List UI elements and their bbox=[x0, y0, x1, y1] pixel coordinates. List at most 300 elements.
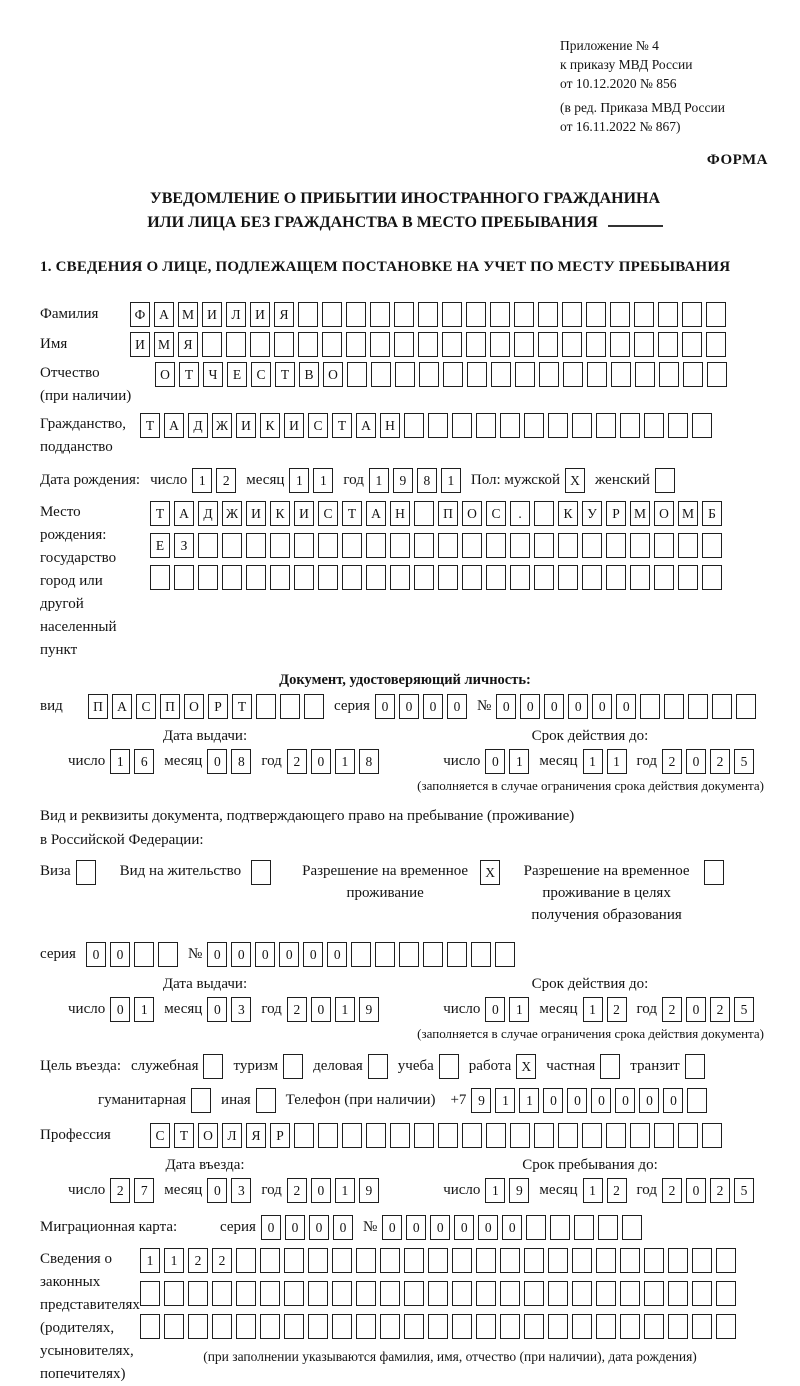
char-cell[interactable]: 9 bbox=[359, 997, 379, 1022]
char-cell[interactable]: 0 bbox=[207, 749, 227, 774]
char-cell[interactable]: Ч bbox=[203, 362, 223, 387]
char-cell[interactable] bbox=[640, 694, 660, 719]
char-cell[interactable]: 0 bbox=[309, 1215, 329, 1240]
char-cell[interactable] bbox=[414, 501, 434, 526]
char-cell[interactable] bbox=[428, 1281, 448, 1306]
char-cell[interactable] bbox=[322, 302, 342, 327]
char-cell[interactable]: С bbox=[136, 694, 156, 719]
char-cell[interactable]: А bbox=[174, 501, 194, 526]
char-cell[interactable] bbox=[644, 413, 664, 438]
char-cell[interactable] bbox=[322, 332, 342, 357]
char-cell[interactable]: 2 bbox=[710, 749, 730, 774]
char-cell[interactable] bbox=[668, 1281, 688, 1306]
char-cell[interactable]: А bbox=[366, 501, 386, 526]
char-cell[interactable] bbox=[462, 565, 482, 590]
char-cell[interactable] bbox=[598, 1215, 618, 1240]
char-cell[interactable] bbox=[702, 533, 722, 558]
char-cell[interactable]: Я bbox=[246, 1123, 266, 1148]
char-cell[interactable] bbox=[404, 1281, 424, 1306]
surname-cells[interactable] bbox=[130, 302, 726, 327]
char-cell[interactable]: 0 bbox=[382, 1215, 402, 1240]
issue-month-cells[interactable] bbox=[207, 749, 251, 774]
char-cell[interactable] bbox=[404, 1314, 424, 1339]
char-cell[interactable]: 0 bbox=[520, 694, 540, 719]
char-cell[interactable]: 0 bbox=[110, 997, 130, 1022]
char-cell[interactable]: О bbox=[654, 501, 674, 526]
char-cell[interactable]: Д bbox=[188, 413, 208, 438]
char-cell[interactable]: 1 bbox=[509, 749, 529, 774]
char-cell[interactable] bbox=[630, 533, 650, 558]
char-cell[interactable] bbox=[174, 565, 194, 590]
char-cell[interactable] bbox=[198, 533, 218, 558]
char-cell[interactable] bbox=[510, 1123, 530, 1148]
char-cell[interactable]: 0 bbox=[399, 694, 419, 719]
char-cell[interactable]: 3 bbox=[231, 1178, 251, 1203]
char-cell[interactable]: 2 bbox=[287, 749, 307, 774]
purpose-other-checkbox[interactable] bbox=[256, 1088, 276, 1113]
char-cell[interactable] bbox=[304, 694, 324, 719]
birthdate-month-cells[interactable] bbox=[289, 468, 333, 493]
char-cell[interactable]: 2 bbox=[212, 1248, 232, 1273]
char-cell[interactable] bbox=[515, 362, 535, 387]
char-cell[interactable] bbox=[486, 565, 506, 590]
char-cell[interactable] bbox=[226, 332, 246, 357]
char-cell[interactable]: 1 bbox=[335, 997, 355, 1022]
char-cell[interactable] bbox=[246, 565, 266, 590]
char-cell[interactable] bbox=[414, 533, 434, 558]
char-cell[interactable] bbox=[390, 565, 410, 590]
char-cell[interactable]: 2 bbox=[216, 468, 236, 493]
char-cell[interactable]: 0 bbox=[430, 1215, 450, 1240]
char-cell[interactable] bbox=[500, 413, 520, 438]
char-cell[interactable]: Т bbox=[232, 694, 252, 719]
char-cell[interactable] bbox=[236, 1281, 256, 1306]
char-cell[interactable] bbox=[572, 413, 592, 438]
char-cell[interactable] bbox=[490, 332, 510, 357]
char-cell[interactable] bbox=[514, 302, 534, 327]
char-cell[interactable]: 2 bbox=[710, 997, 730, 1022]
char-cell[interactable] bbox=[572, 1248, 592, 1273]
char-cell[interactable] bbox=[414, 1123, 434, 1148]
char-cell[interactable]: М bbox=[154, 332, 174, 357]
char-cell[interactable] bbox=[308, 1281, 328, 1306]
char-cell[interactable] bbox=[164, 1281, 184, 1306]
residence-permit-checkbox[interactable] bbox=[251, 860, 271, 885]
char-cell[interactable]: 5 bbox=[734, 749, 754, 774]
char-cell[interactable]: 0 bbox=[496, 694, 516, 719]
char-cell[interactable] bbox=[606, 565, 626, 590]
char-cell[interactable]: 1 bbox=[369, 468, 389, 493]
char-cell[interactable]: 1 bbox=[441, 468, 461, 493]
stay-month-cells[interactable] bbox=[583, 1178, 627, 1203]
char-cell[interactable] bbox=[284, 1281, 304, 1306]
char-cell[interactable] bbox=[586, 332, 606, 357]
char-cell[interactable]: 0 bbox=[485, 749, 505, 774]
char-cell[interactable]: 0 bbox=[616, 694, 636, 719]
birthdate-year-cells[interactable] bbox=[369, 468, 461, 493]
char-cell[interactable] bbox=[702, 1123, 722, 1148]
stay-day-cells[interactable] bbox=[485, 1178, 529, 1203]
char-cell[interactable] bbox=[332, 1314, 352, 1339]
char-cell[interactable] bbox=[654, 1123, 674, 1148]
char-cell[interactable]: 0 bbox=[454, 1215, 474, 1240]
char-cell[interactable] bbox=[342, 1123, 362, 1148]
char-cell[interactable]: 0 bbox=[567, 1088, 587, 1113]
char-cell[interactable]: 0 bbox=[311, 997, 331, 1022]
char-cell[interactable]: 0 bbox=[311, 1178, 331, 1203]
char-cell[interactable] bbox=[548, 1314, 568, 1339]
char-cell[interactable]: 1 bbox=[509, 997, 529, 1022]
char-cell[interactable] bbox=[510, 565, 530, 590]
char-cell[interactable] bbox=[418, 332, 438, 357]
char-cell[interactable] bbox=[442, 332, 462, 357]
char-cell[interactable] bbox=[394, 302, 414, 327]
char-cell[interactable]: 1 bbox=[335, 1178, 355, 1203]
char-cell[interactable] bbox=[654, 533, 674, 558]
char-cell[interactable] bbox=[658, 332, 678, 357]
char-cell[interactable] bbox=[476, 1281, 496, 1306]
char-cell[interactable] bbox=[260, 1248, 280, 1273]
migration-number-cells[interactable] bbox=[382, 1215, 642, 1240]
char-cell[interactable] bbox=[538, 332, 558, 357]
issue-year-cells[interactable] bbox=[287, 749, 379, 774]
temp-residence-edu-checkbox[interactable] bbox=[704, 860, 724, 885]
char-cell[interactable] bbox=[404, 1248, 424, 1273]
char-cell[interactable] bbox=[366, 533, 386, 558]
char-cell[interactable]: 3 bbox=[231, 997, 251, 1022]
char-cell[interactable]: О bbox=[323, 362, 343, 387]
residence-number-cells[interactable] bbox=[207, 942, 515, 967]
stay-year-cells[interactable] bbox=[662, 1178, 754, 1203]
char-cell[interactable] bbox=[447, 942, 467, 967]
char-cell[interactable] bbox=[356, 1281, 376, 1306]
char-cell[interactable]: И bbox=[130, 332, 150, 357]
char-cell[interactable]: Д bbox=[198, 501, 218, 526]
char-cell[interactable]: 0 bbox=[615, 1088, 635, 1113]
char-cell[interactable] bbox=[370, 332, 390, 357]
char-cell[interactable] bbox=[587, 362, 607, 387]
char-cell[interactable]: Р bbox=[270, 1123, 290, 1148]
char-cell[interactable]: Я bbox=[274, 302, 294, 327]
char-cell[interactable]: У bbox=[582, 501, 602, 526]
char-cell[interactable] bbox=[140, 1281, 160, 1306]
char-cell[interactable] bbox=[428, 1248, 448, 1273]
char-cell[interactable]: 0 bbox=[327, 942, 347, 967]
purpose-humanitarian-checkbox[interactable] bbox=[191, 1088, 211, 1113]
char-cell[interactable] bbox=[692, 413, 712, 438]
char-cell[interactable] bbox=[563, 362, 583, 387]
char-cell[interactable] bbox=[558, 565, 578, 590]
temp-residence-checkbox[interactable]: X bbox=[480, 860, 500, 885]
char-cell[interactable]: 0 bbox=[333, 1215, 353, 1240]
char-cell[interactable]: А bbox=[164, 413, 184, 438]
char-cell[interactable]: 0 bbox=[447, 694, 467, 719]
char-cell[interactable] bbox=[366, 565, 386, 590]
char-cell[interactable] bbox=[332, 1281, 352, 1306]
char-cell[interactable] bbox=[558, 1123, 578, 1148]
char-cell[interactable]: Ж bbox=[212, 413, 232, 438]
expiry-month-cells[interactable] bbox=[583, 997, 627, 1022]
char-cell[interactable]: 1 bbox=[289, 468, 309, 493]
char-cell[interactable] bbox=[630, 565, 650, 590]
char-cell[interactable]: 1 bbox=[313, 468, 333, 493]
phone-cells[interactable] bbox=[471, 1088, 707, 1113]
char-cell[interactable] bbox=[500, 1248, 520, 1273]
purpose-study-checkbox[interactable] bbox=[439, 1054, 459, 1079]
char-cell[interactable]: 2 bbox=[110, 1178, 130, 1203]
char-cell[interactable]: Л bbox=[222, 1123, 242, 1148]
char-cell[interactable] bbox=[668, 1314, 688, 1339]
char-cell[interactable]: Т bbox=[342, 501, 362, 526]
char-cell[interactable]: 0 bbox=[375, 694, 395, 719]
char-cell[interactable] bbox=[572, 1281, 592, 1306]
char-cell[interactable] bbox=[140, 1314, 160, 1339]
char-cell[interactable] bbox=[716, 1281, 736, 1306]
char-cell[interactable]: 0 bbox=[686, 997, 706, 1022]
char-cell[interactable] bbox=[452, 1314, 472, 1339]
char-cell[interactable] bbox=[534, 533, 554, 558]
char-cell[interactable] bbox=[736, 694, 756, 719]
char-cell[interactable] bbox=[548, 1281, 568, 1306]
char-cell[interactable]: К bbox=[558, 501, 578, 526]
char-cell[interactable]: 0 bbox=[686, 749, 706, 774]
char-cell[interactable]: 0 bbox=[592, 694, 612, 719]
char-cell[interactable] bbox=[471, 942, 491, 967]
char-cell[interactable] bbox=[134, 942, 154, 967]
char-cell[interactable] bbox=[332, 1248, 352, 1273]
char-cell[interactable] bbox=[375, 942, 395, 967]
char-cell[interactable] bbox=[664, 694, 684, 719]
birthdate-day-cells[interactable] bbox=[192, 468, 236, 493]
char-cell[interactable] bbox=[419, 362, 439, 387]
char-cell[interactable] bbox=[582, 565, 602, 590]
char-cell[interactable]: 1 bbox=[192, 468, 212, 493]
char-cell[interactable]: С bbox=[150, 1123, 170, 1148]
profession-cells[interactable] bbox=[150, 1123, 722, 1148]
char-cell[interactable]: Р bbox=[208, 694, 228, 719]
char-cell[interactable]: 1 bbox=[583, 1178, 603, 1203]
char-cell[interactable] bbox=[682, 332, 702, 357]
char-cell[interactable]: 0 bbox=[207, 997, 227, 1022]
char-cell[interactable] bbox=[452, 413, 472, 438]
migration-series-cells[interactable] bbox=[261, 1215, 353, 1240]
char-cell[interactable]: О bbox=[184, 694, 204, 719]
char-cell[interactable]: 2 bbox=[287, 1178, 307, 1203]
char-cell[interactable] bbox=[558, 533, 578, 558]
char-cell[interactable] bbox=[550, 1215, 570, 1240]
char-cell[interactable]: 5 bbox=[734, 997, 754, 1022]
char-cell[interactable]: П bbox=[438, 501, 458, 526]
char-cell[interactable]: 1 bbox=[607, 749, 627, 774]
char-cell[interactable] bbox=[294, 533, 314, 558]
char-cell[interactable] bbox=[438, 1123, 458, 1148]
char-cell[interactable] bbox=[526, 1215, 546, 1240]
doc-kind-cells[interactable] bbox=[88, 694, 324, 719]
char-cell[interactable] bbox=[294, 1123, 314, 1148]
purpose-private-checkbox[interactable] bbox=[600, 1054, 620, 1079]
purpose-work-checkbox[interactable]: X bbox=[516, 1054, 536, 1079]
char-cell[interactable]: 0 bbox=[663, 1088, 683, 1113]
char-cell[interactable] bbox=[534, 565, 554, 590]
char-cell[interactable] bbox=[692, 1281, 712, 1306]
char-cell[interactable] bbox=[634, 302, 654, 327]
char-cell[interactable]: Б bbox=[702, 501, 722, 526]
char-cell[interactable] bbox=[572, 1314, 592, 1339]
char-cell[interactable]: Н bbox=[380, 413, 400, 438]
char-cell[interactable]: 0 bbox=[568, 694, 588, 719]
char-cell[interactable]: Т bbox=[275, 362, 295, 387]
char-cell[interactable]: 0 bbox=[478, 1215, 498, 1240]
char-cell[interactable] bbox=[318, 533, 338, 558]
char-cell[interactable] bbox=[538, 302, 558, 327]
char-cell[interactable]: 1 bbox=[110, 749, 130, 774]
issue-year-cells[interactable] bbox=[287, 997, 379, 1022]
char-cell[interactable]: Л bbox=[226, 302, 246, 327]
char-cell[interactable] bbox=[688, 694, 708, 719]
char-cell[interactable] bbox=[491, 362, 511, 387]
char-cell[interactable] bbox=[347, 362, 367, 387]
char-cell[interactable] bbox=[351, 942, 371, 967]
char-cell[interactable]: 8 bbox=[231, 749, 251, 774]
char-cell[interactable] bbox=[270, 565, 290, 590]
char-cell[interactable] bbox=[318, 1123, 338, 1148]
char-cell[interactable] bbox=[582, 1123, 602, 1148]
char-cell[interactable]: 9 bbox=[393, 468, 413, 493]
char-cell[interactable] bbox=[622, 1215, 642, 1240]
char-cell[interactable] bbox=[356, 1248, 376, 1273]
char-cell[interactable] bbox=[318, 565, 338, 590]
char-cell[interactable] bbox=[596, 1281, 616, 1306]
char-cell[interactable]: О bbox=[198, 1123, 218, 1148]
char-cell[interactable] bbox=[164, 1314, 184, 1339]
char-cell[interactable]: О bbox=[155, 362, 175, 387]
char-cell[interactable] bbox=[524, 1281, 544, 1306]
char-cell[interactable]: 7 bbox=[134, 1178, 154, 1203]
char-cell[interactable]: А bbox=[356, 413, 376, 438]
char-cell[interactable]: Т bbox=[179, 362, 199, 387]
char-cell[interactable] bbox=[467, 362, 487, 387]
char-cell[interactable] bbox=[712, 694, 732, 719]
char-cell[interactable] bbox=[630, 1123, 650, 1148]
char-cell[interactable]: Ж bbox=[222, 501, 242, 526]
residence-series-cells[interactable] bbox=[86, 942, 178, 967]
char-cell[interactable]: О bbox=[462, 501, 482, 526]
char-cell[interactable] bbox=[620, 1248, 640, 1273]
char-cell[interactable] bbox=[524, 1248, 544, 1273]
char-cell[interactable] bbox=[222, 533, 242, 558]
representatives-row2-cells[interactable] bbox=[140, 1281, 760, 1306]
char-cell[interactable] bbox=[428, 413, 448, 438]
char-cell[interactable]: Т bbox=[174, 1123, 194, 1148]
char-cell[interactable] bbox=[635, 362, 655, 387]
char-cell[interactable]: Р bbox=[606, 501, 626, 526]
char-cell[interactable]: В bbox=[299, 362, 319, 387]
char-cell[interactable]: 1 bbox=[583, 997, 603, 1022]
issue-day-cells[interactable] bbox=[110, 997, 154, 1022]
char-cell[interactable]: П bbox=[88, 694, 108, 719]
char-cell[interactable] bbox=[476, 413, 496, 438]
char-cell[interactable] bbox=[486, 533, 506, 558]
char-cell[interactable] bbox=[687, 1088, 707, 1113]
char-cell[interactable]: С bbox=[318, 501, 338, 526]
char-cell[interactable] bbox=[158, 942, 178, 967]
purpose-transit-checkbox[interactable] bbox=[685, 1054, 705, 1079]
expiry-year-cells[interactable] bbox=[662, 997, 754, 1022]
char-cell[interactable] bbox=[495, 942, 515, 967]
char-cell[interactable]: 0 bbox=[639, 1088, 659, 1113]
char-cell[interactable] bbox=[395, 362, 415, 387]
char-cell[interactable]: Н bbox=[390, 501, 410, 526]
char-cell[interactable] bbox=[634, 332, 654, 357]
char-cell[interactable]: Т bbox=[150, 501, 170, 526]
char-cell[interactable] bbox=[366, 1123, 386, 1148]
char-cell[interactable] bbox=[692, 1314, 712, 1339]
char-cell[interactable]: М bbox=[678, 501, 698, 526]
char-cell[interactable] bbox=[702, 565, 722, 590]
char-cell[interactable] bbox=[490, 302, 510, 327]
char-cell[interactable] bbox=[260, 1314, 280, 1339]
char-cell[interactable] bbox=[534, 501, 554, 526]
char-cell[interactable] bbox=[500, 1281, 520, 1306]
char-cell[interactable]: 0 bbox=[406, 1215, 426, 1240]
doc-series-cells[interactable] bbox=[375, 694, 467, 719]
char-cell[interactable]: 2 bbox=[607, 997, 627, 1022]
char-cell[interactable] bbox=[514, 332, 534, 357]
char-cell[interactable]: 0 bbox=[231, 942, 251, 967]
char-cell[interactable] bbox=[404, 413, 424, 438]
char-cell[interactable]: С bbox=[486, 501, 506, 526]
char-cell[interactable]: И bbox=[236, 413, 256, 438]
char-cell[interactable]: 9 bbox=[471, 1088, 491, 1113]
char-cell[interactable] bbox=[548, 1248, 568, 1273]
char-cell[interactable] bbox=[298, 302, 318, 327]
char-cell[interactable] bbox=[438, 533, 458, 558]
char-cell[interactable] bbox=[466, 302, 486, 327]
char-cell[interactable]: 8 bbox=[417, 468, 437, 493]
char-cell[interactable]: 0 bbox=[255, 942, 275, 967]
entry-month-cells[interactable] bbox=[207, 1178, 251, 1203]
char-cell[interactable] bbox=[399, 942, 419, 967]
char-cell[interactable] bbox=[606, 1123, 626, 1148]
birthplace-row1-cells[interactable] bbox=[150, 501, 722, 526]
char-cell[interactable]: 6 bbox=[134, 749, 154, 774]
char-cell[interactable] bbox=[596, 1248, 616, 1273]
char-cell[interactable] bbox=[678, 533, 698, 558]
char-cell[interactable]: 0 bbox=[261, 1215, 281, 1240]
char-cell[interactable] bbox=[284, 1314, 304, 1339]
char-cell[interactable] bbox=[260, 1281, 280, 1306]
char-cell[interactable] bbox=[443, 362, 463, 387]
char-cell[interactable] bbox=[562, 302, 582, 327]
char-cell[interactable]: Я bbox=[178, 332, 198, 357]
char-cell[interactable] bbox=[668, 413, 688, 438]
char-cell[interactable] bbox=[250, 332, 270, 357]
char-cell[interactable]: 0 bbox=[544, 694, 564, 719]
char-cell[interactable] bbox=[620, 1314, 640, 1339]
char-cell[interactable] bbox=[150, 565, 170, 590]
char-cell[interactable]: И bbox=[284, 413, 304, 438]
char-cell[interactable]: Т bbox=[140, 413, 160, 438]
char-cell[interactable]: Ф bbox=[130, 302, 150, 327]
char-cell[interactable] bbox=[370, 302, 390, 327]
char-cell[interactable] bbox=[188, 1281, 208, 1306]
char-cell[interactable] bbox=[500, 1314, 520, 1339]
char-cell[interactable] bbox=[539, 362, 559, 387]
char-cell[interactable] bbox=[606, 533, 626, 558]
char-cell[interactable]: 1 bbox=[519, 1088, 539, 1113]
birthplace-row3-cells[interactable] bbox=[150, 565, 722, 590]
char-cell[interactable] bbox=[582, 533, 602, 558]
